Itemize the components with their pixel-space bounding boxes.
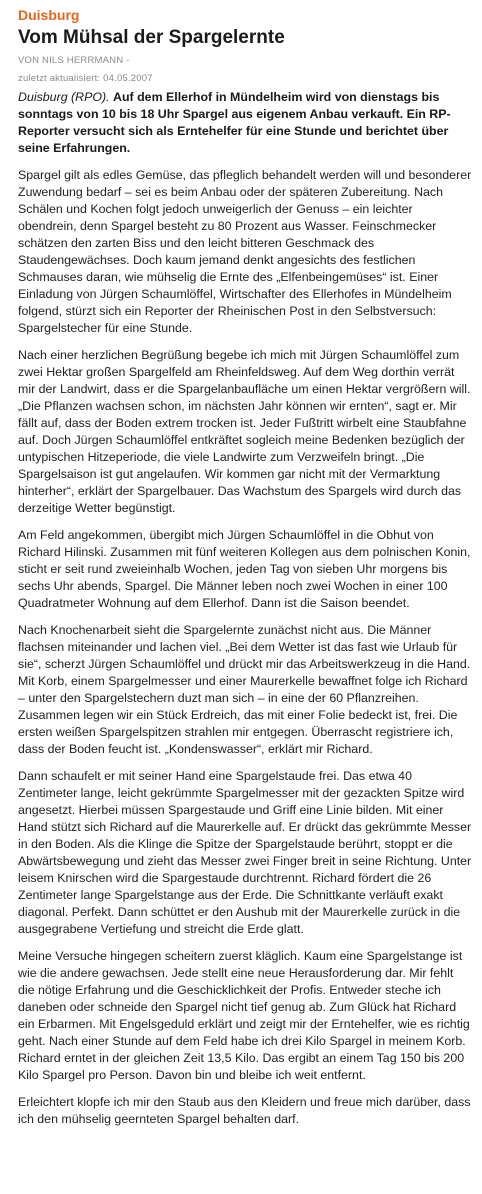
article-updated-date: zuletzt aktualisiert: 04.05.2007 xyxy=(18,73,153,84)
body-paragraph: Am Feld angekommen, übergibt mich Jürgen Schaumlöffel in die Obhut von Richard Hilinski. Zusammen mit fünf weiteren Kollegen aus dem polnischen Konin, sticht er seit rund zweieinhalb Wochen, jeden Tag von sieben Uhr morgens bis sechs Uhr abends, Spargel. Die Männer leben noch zwei Wochen in einer 100 Quadratmeter Wohnung auf dem Ellerhof. Dann ist die Saison beendet. xyxy=(18,528,471,610)
article-author: VON NILS HERRMANN - xyxy=(18,55,130,66)
article-lead xyxy=(18,89,472,157)
lead-teaser: Auf dem Ellerhof in Mündelheim wird von dienstags bis sonntags von 10 bis 18 Uhr Spargel aus eigenem Anbau verkauft. Ein RP-Reporter versucht sich als Erntehelfer für eine Stunde und berichtet über seine Erfahrungen. xyxy=(18,90,451,155)
body-paragraph: Nach einer herzlichen Begrüßung begebe ich mich mit Jürgen Schaumlöffel zum zwei Hektar großen Spargelfeld am Rheinfeldsweg. Auf dem Weg dorthin verrät mir der Landwirt, dass er die Spargelanbaufläche um einen Hektar vergrößern will. „Die Pflanzen wachsen schon, im nächsten Jahr können wir ernten“, sagt er. Mir fällt auf, dass der Boden extrem trocken ist. Jeder Fußtritt wirbelt eine Staubfahne auf. Doch Jürgen Schaumlöffel entkräftet sogleich meine Bedenken bezüglich der untypischen Hitzeperiode, die viele Landwirte zum Verzweifeln bringt. „Die Spargelsaison ist gut angelaufen. Wir kommen gar nicht mit der Vermarktung hinterher“, erklärt der Spargelbauer. Das Wachstum des Spargels wird durch das derzeitige Wetter begünstigt. xyxy=(18,348,471,515)
article-body xyxy=(18,167,472,1128)
lead-location: Duisburg (RPO). xyxy=(18,90,110,104)
body-paragraph: Erleichtert klopfe ich mir den Staub aus den Kleidern und freue mich darüber, dass ich den mühselig geernteten Spargel behalten darf. xyxy=(18,1095,471,1126)
body-paragraph: Nach Knochenarbeit sieht die Spargelernte zunächst nicht aus. Die Männer flachsen miteinander und lachen viel. „Bei dem Wetter ist das fast wie Urlaub für sie“, scherzt Jürgen Schaumlöffel und drückt mir das Arbeitswerkzeug in die Hand. Mit Korb, einem Spargelmesser und einer Maurerkelle bewaffnet folge ich Richard – unter den Spargelstechern duzt man sich – in eine der 60 Pflanzreihen. Zusammen legen wir ein Stück Erdreich, das mit einer Folie bedeckt ist, frei. Die ersten weißen Spargelspitzen strahlen mir entgegen. Überrascht registriere ich, dass der Boden feucht ist. „Kondenswasser“, erklärt mir Richard. xyxy=(18,623,471,756)
body-paragraph: Meine Versuche hingegen scheitern zuerst kläglich. Kaum eine Spargelstange ist wie die andere gewachsen. Jede stellt eine neue Herausforderung dar. Mir fehlt die nötige Erfahrung und die Geschicklichkeit der Profis. Entweder steche ich daneben oder schneide den Spargel nicht tief genug ab. Zum Glück hat Richard ein Erbarmen. Mit Engelsgeduld erklärt und zeigt mir der Erntehelfer, wie es richtig geht. Nach einer Stunde auf dem Feld habe ich drei Kilo Spargel in meinem Korb. Richard erntet in der gleichen Zeit 13,5 Kilo. Das ergibt an einem Tag 150 bis 200 Kilo Spargel pro Person. Davon bin und bleibe ich weit entfernt. xyxy=(18,949,470,1082)
body-paragraph: Dann schaufelt er mit seiner Hand eine Spargelstaude frei. Das etwa 40 Zentimeter lange, leicht gekrümmte Spargelmesser mit der gezackten Spitze wird angesetzt. Hierbei müssen Spargestaude und Griff eine Linie bilden. Mit einer Hand stützt sich Richard auf die Maurerkelle auf. Er drückt das gekrümmte Messer in den Boden. Als die Klinge die Spitze der Spargelstaude berührt, stoppt er die Abwärtsbewegung und zieht das Messer zwei Finger breit in seine Richtung. Unter leisem Knirschen wird die Spargestaude durchtrennt. Richard fördert die 26 Zentimeter lange Spargelstange aus der Erde. Die Schnittkante verläuft exakt diagonal. Perfekt. Dann schüttet er den Aushub mit der Maurerkelle zurück in die ausgegrabene Vertiefung und streicht die Erde glatt. xyxy=(18,769,472,936)
section-kicker[interactable]: Duisburg xyxy=(18,7,80,23)
article-headline: Vom Mühsal der Spargelernte xyxy=(18,27,285,48)
body-paragraph: Spargel gilt als edles Gemüse, das pfleglich behandelt werden will und besonderer Zuwendung bedarf – sei es beim Anbau oder der späteren Zubereitung. Nach Schälen und Kochen folgt jedoch unweigerlich der Genuss – ein leichter obendrein, denn Spargel besteht zu 80 Prozent aus Wasser. Feinschmecker schätzen den zarten Biss und den leicht bitteren Geschmack des Staudengewächses. Doch kaum jemand denkt angesichts des festlichen Schmauses daran, wie mühselig die Ernte des „Elfenbeingemüses“ ist. Einer Einladung von Jürgen Schaumlöffel, Wirtschafter des Ellerhofes in Mündelheim folgend, stürzt sich ein Reporter der Rheinischen Post in den Selbstversuch: Spargelstecher für eine Stunde. xyxy=(18,168,472,335)
